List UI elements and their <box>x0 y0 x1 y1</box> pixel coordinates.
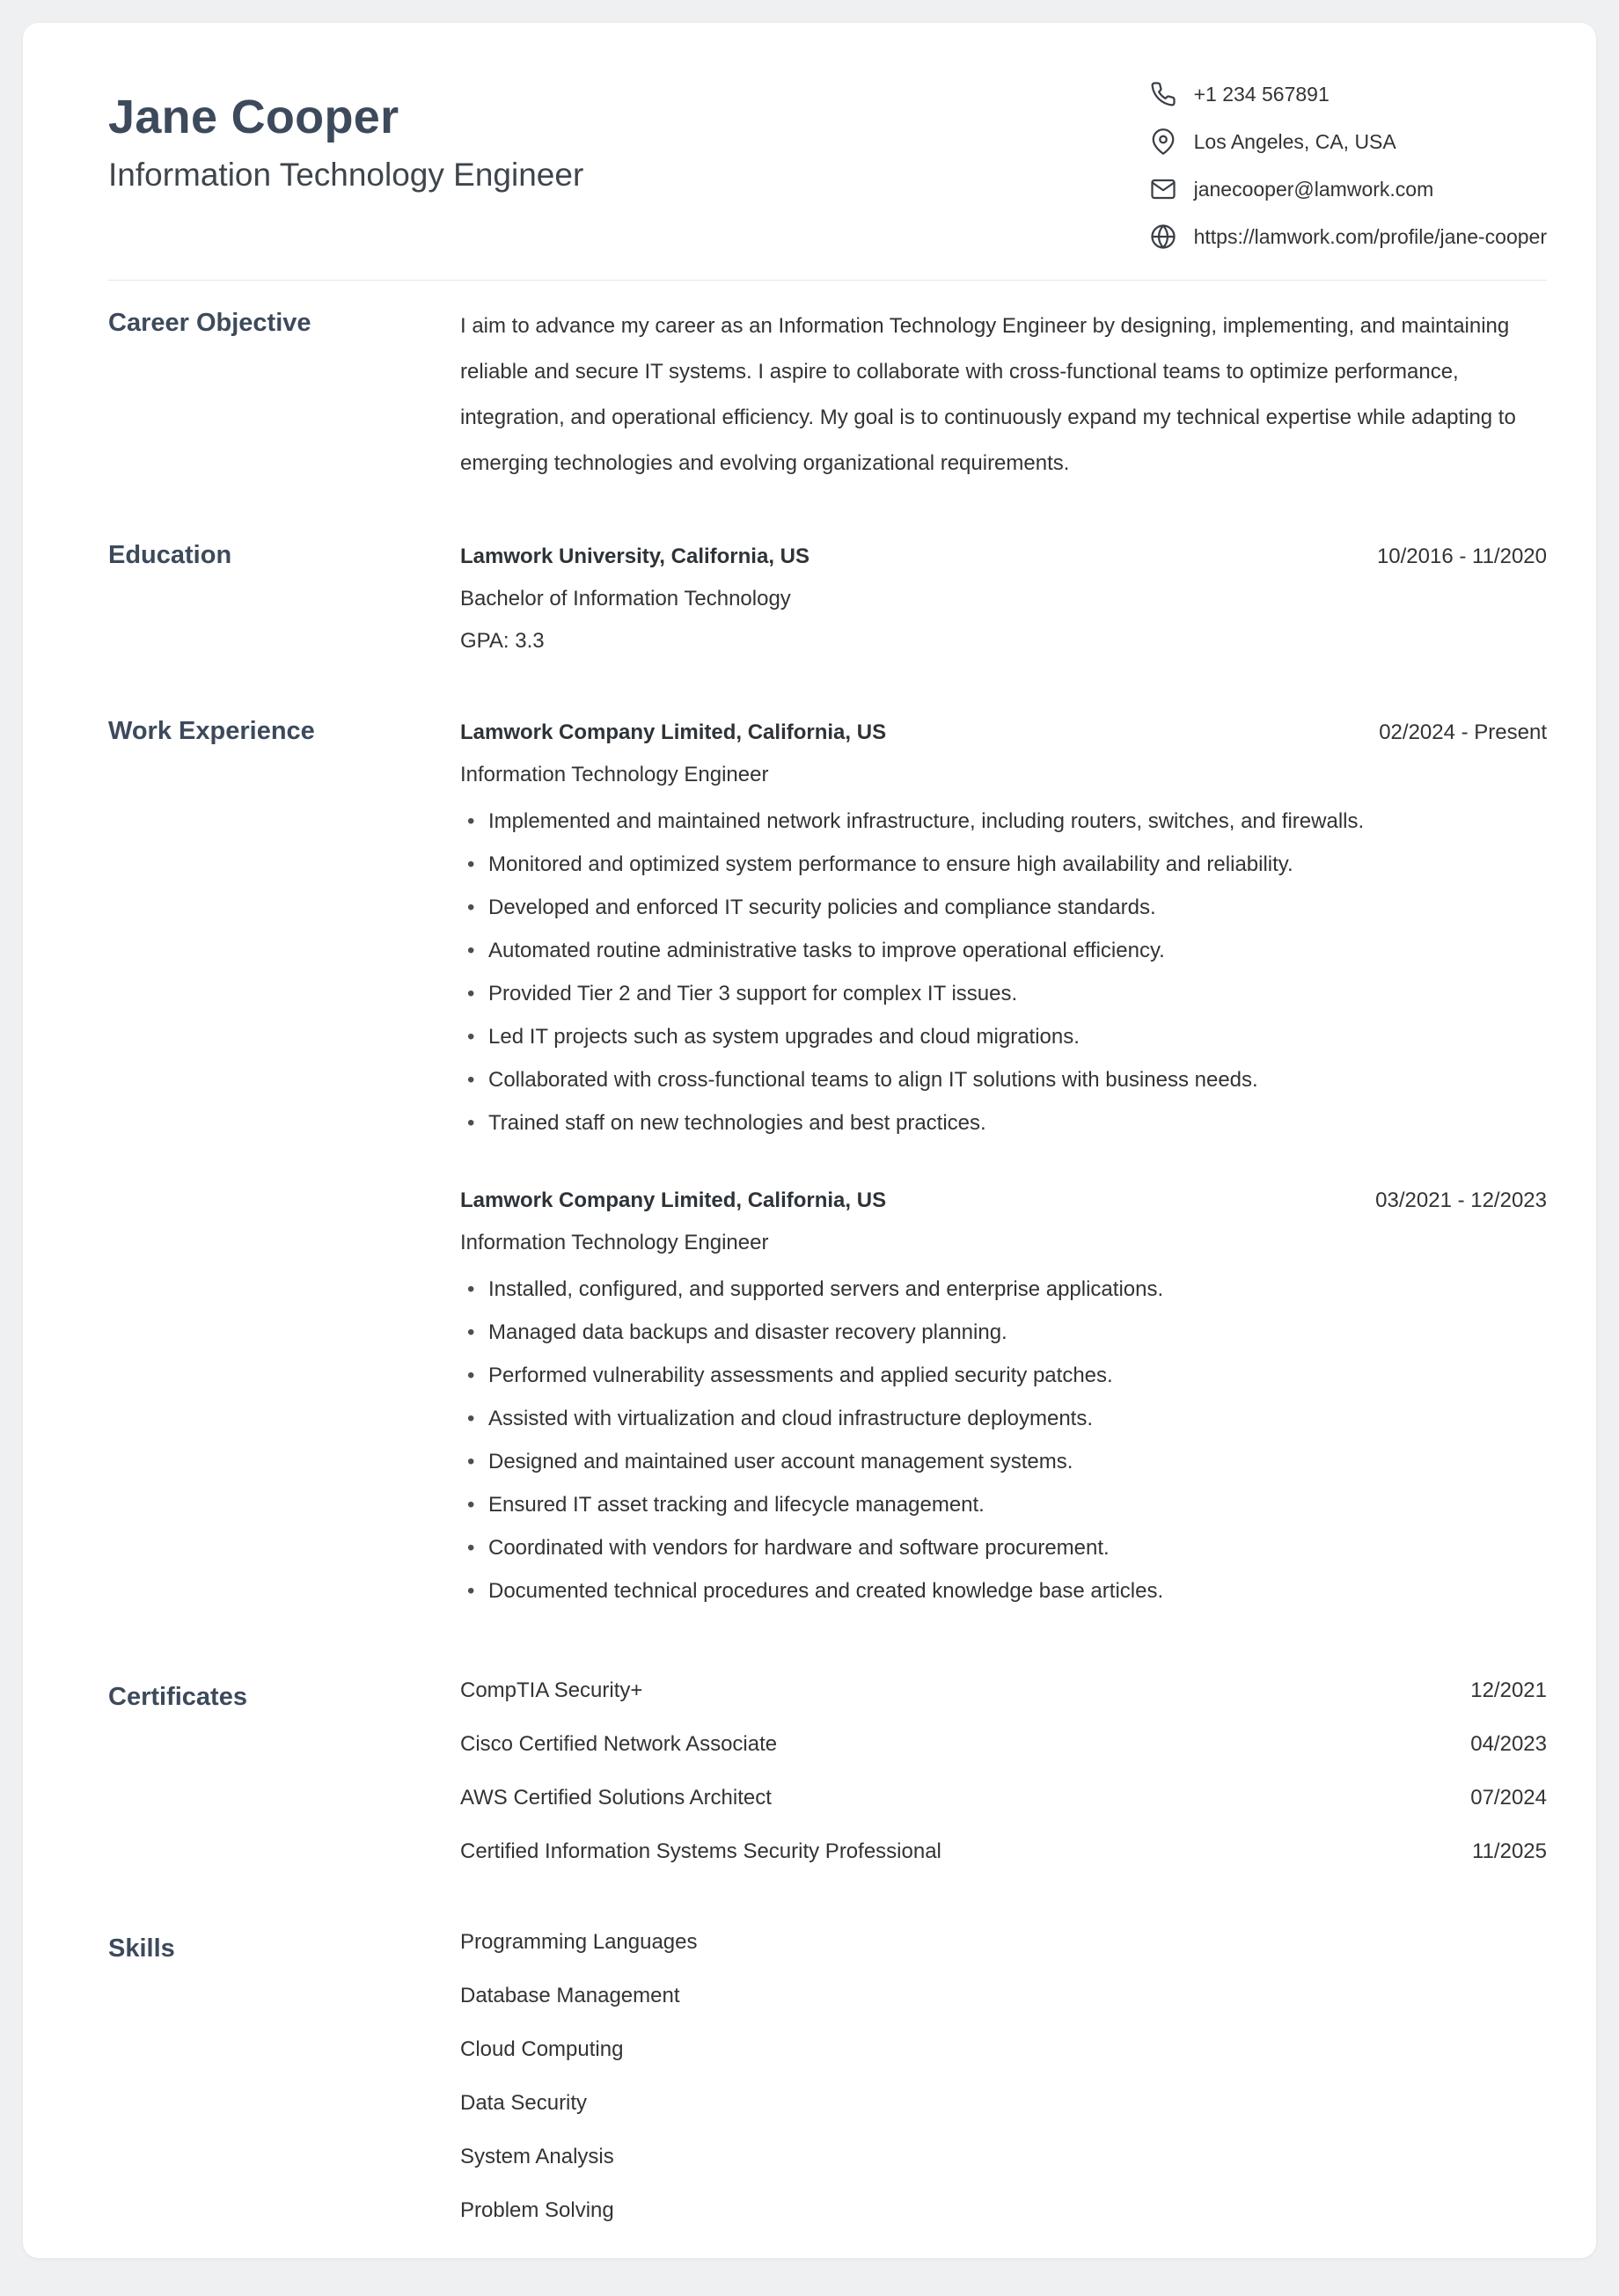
contact-email-text: janecooper@lamwork.com <box>1193 177 1434 201</box>
certificate-date: 04/2023 <box>1470 1732 1547 1756</box>
section-heading-education: Education <box>108 541 232 569</box>
contact-website <box>1150 223 1547 250</box>
skill-item: Programming Languages <box>460 1930 698 1954</box>
contact-phone-text: +1 234 567891 <box>1193 82 1330 106</box>
section-heading-certificates: Certificates <box>108 1683 247 1711</box>
work-bullet-list <box>460 1268 1547 1612</box>
section-heading-career-objective: Career Objective <box>108 309 311 337</box>
bullet-item: • Led IT projects such as system upgrades and cloud migrations. <box>460 1015 1547 1058</box>
bullet-item: • Implemented and maintained network infrastructure, including routers, switches, and firewalls. <box>460 800 1547 843</box>
certificate-row <box>460 1731 1547 1757</box>
contact-info <box>1150 79 1547 250</box>
skill-item: Data Security <box>460 2091 588 2115</box>
bullet-item: • Provided Tier 2 and Tier 3 support for complex IT issues. <box>460 972 1547 1015</box>
education-degree: Bachelor of Information Technology <box>460 587 791 611</box>
skill-item: Cloud Computing <box>460 2037 624 2061</box>
section-certificates <box>79 1678 1547 1864</box>
skill-item: Database Management <box>460 1984 680 2007</box>
email-icon <box>1150 176 1176 202</box>
resume-header <box>79 79 1547 250</box>
bullet-item: • Coordinated with vendors for hardware and software procurement. <box>460 1526 1547 1569</box>
bullet-item: • Automated routine administrative tasks to improve operational efficiency. <box>460 929 1547 972</box>
certificate-row <box>460 1678 1547 1703</box>
certificate-row <box>460 1785 1547 1810</box>
certificate-name: CompTIA Security+ <box>460 1678 643 1702</box>
contact-location <box>1150 128 1547 155</box>
globe-icon <box>1150 223 1176 250</box>
bullet-item: • Installed, configured, and supported servers and enterprise applications. <box>460 1268 1547 1311</box>
work-dates: 03/2021 - 12/2023 <box>1375 1188 1547 1212</box>
certificate-name: AWS Certified Solutions Architect <box>460 1786 772 1810</box>
skill-item: System Analysis <box>460 2145 614 2168</box>
bullet-item: • Monitored and optimized system performance to ensure high availability and reliability. <box>460 843 1547 886</box>
work-dates: 02/2024 - Present <box>1379 720 1547 744</box>
work-entry-head <box>460 712 1547 754</box>
bullet-item: • Documented technical procedures and created knowledge base articles. <box>460 1569 1547 1612</box>
section-career-objective <box>79 303 1547 486</box>
skill-item: Problem Solving <box>460 2198 614 2222</box>
work-company: Lamwork Company Limited, California, US <box>460 720 887 744</box>
bullet-item: • Managed data backups and disaster recovery planning. <box>460 1311 1547 1354</box>
section-work-experience <box>79 712 1547 1612</box>
resume-card <box>23 23 1596 2258</box>
education-entry-head <box>460 536 1547 578</box>
work-bullet-list <box>460 800 1547 1144</box>
certificate-name: Cisco Certified Network Associate <box>460 1732 778 1756</box>
certificate-name: Certified Information Systems Security Professional <box>460 1839 941 1863</box>
work-entry <box>460 1180 1547 1612</box>
bullet-item: • Designed and maintained user account management systems. <box>460 1440 1547 1483</box>
phone-icon <box>1150 81 1176 107</box>
section-skills <box>79 1929 1547 2223</box>
certificate-row <box>460 1839 1547 1864</box>
education-entry <box>460 536 1547 662</box>
career-objective-text: I aim to advance my career as an Information Technology Engineer by designing, implementing, and maintaining reliable and secure IT systems. I aspire to collaborate with cross-functional teams to optimize performance, integration, and operational efficiency. My goal is to continuously expand my technical expertise while adapting to emerging technologies and evolving organizational requirements. <box>460 314 1516 475</box>
work-role: Information Technology Engineer <box>460 763 769 786</box>
education-dates: 10/2016 - 11/2020 <box>1376 545 1547 568</box>
contact-location-text: Los Angeles, CA, USA <box>1193 129 1396 153</box>
contact-email <box>1150 176 1547 202</box>
section-heading-skills: Skills <box>108 1934 175 1963</box>
work-company: Lamwork Company Limited, California, US <box>460 1188 887 1212</box>
bullet-item: • Assisted with virtualization and cloud infrastructure deployments. <box>460 1397 1547 1440</box>
contact-website-text: https://lamwork.com/profile/jane-cooper <box>1193 224 1547 248</box>
section-heading-work-experience: Work Experience <box>108 717 315 745</box>
bullet-item: • Trained staff on new technologies and best practices. <box>460 1101 1547 1144</box>
candidate-title: Information Technology Engineer <box>108 157 584 193</box>
certificate-date: 12/2021 <box>1470 1678 1547 1702</box>
contact-phone <box>1150 81 1547 107</box>
certificate-date: 11/2025 <box>1472 1839 1547 1863</box>
section-education <box>79 536 1547 662</box>
work-entry-head <box>460 1180 1547 1222</box>
candidate-identity <box>79 79 583 194</box>
certificate-date: 07/2024 <box>1470 1786 1547 1810</box>
bullet-item: • Performed vulnerability assessments and applied security patches. <box>460 1354 1547 1397</box>
work-role: Information Technology Engineer <box>460 1231 769 1254</box>
bullet-item: • Collaborated with cross-functional teams to align IT solutions with business needs. <box>460 1058 1547 1101</box>
candidate-name: Jane Cooper <box>108 91 399 143</box>
education-institution: Lamwork University, California, US <box>460 545 810 568</box>
bullet-item: • Developed and enforced IT security policies and compliance standards. <box>460 886 1547 929</box>
header-divider <box>108 280 1547 281</box>
bullet-item: • Ensured IT asset tracking and lifecycle management. <box>460 1483 1547 1526</box>
work-entry <box>460 712 1547 1144</box>
location-icon <box>1150 128 1176 155</box>
education-gpa: GPA: 3.3 <box>460 629 545 653</box>
